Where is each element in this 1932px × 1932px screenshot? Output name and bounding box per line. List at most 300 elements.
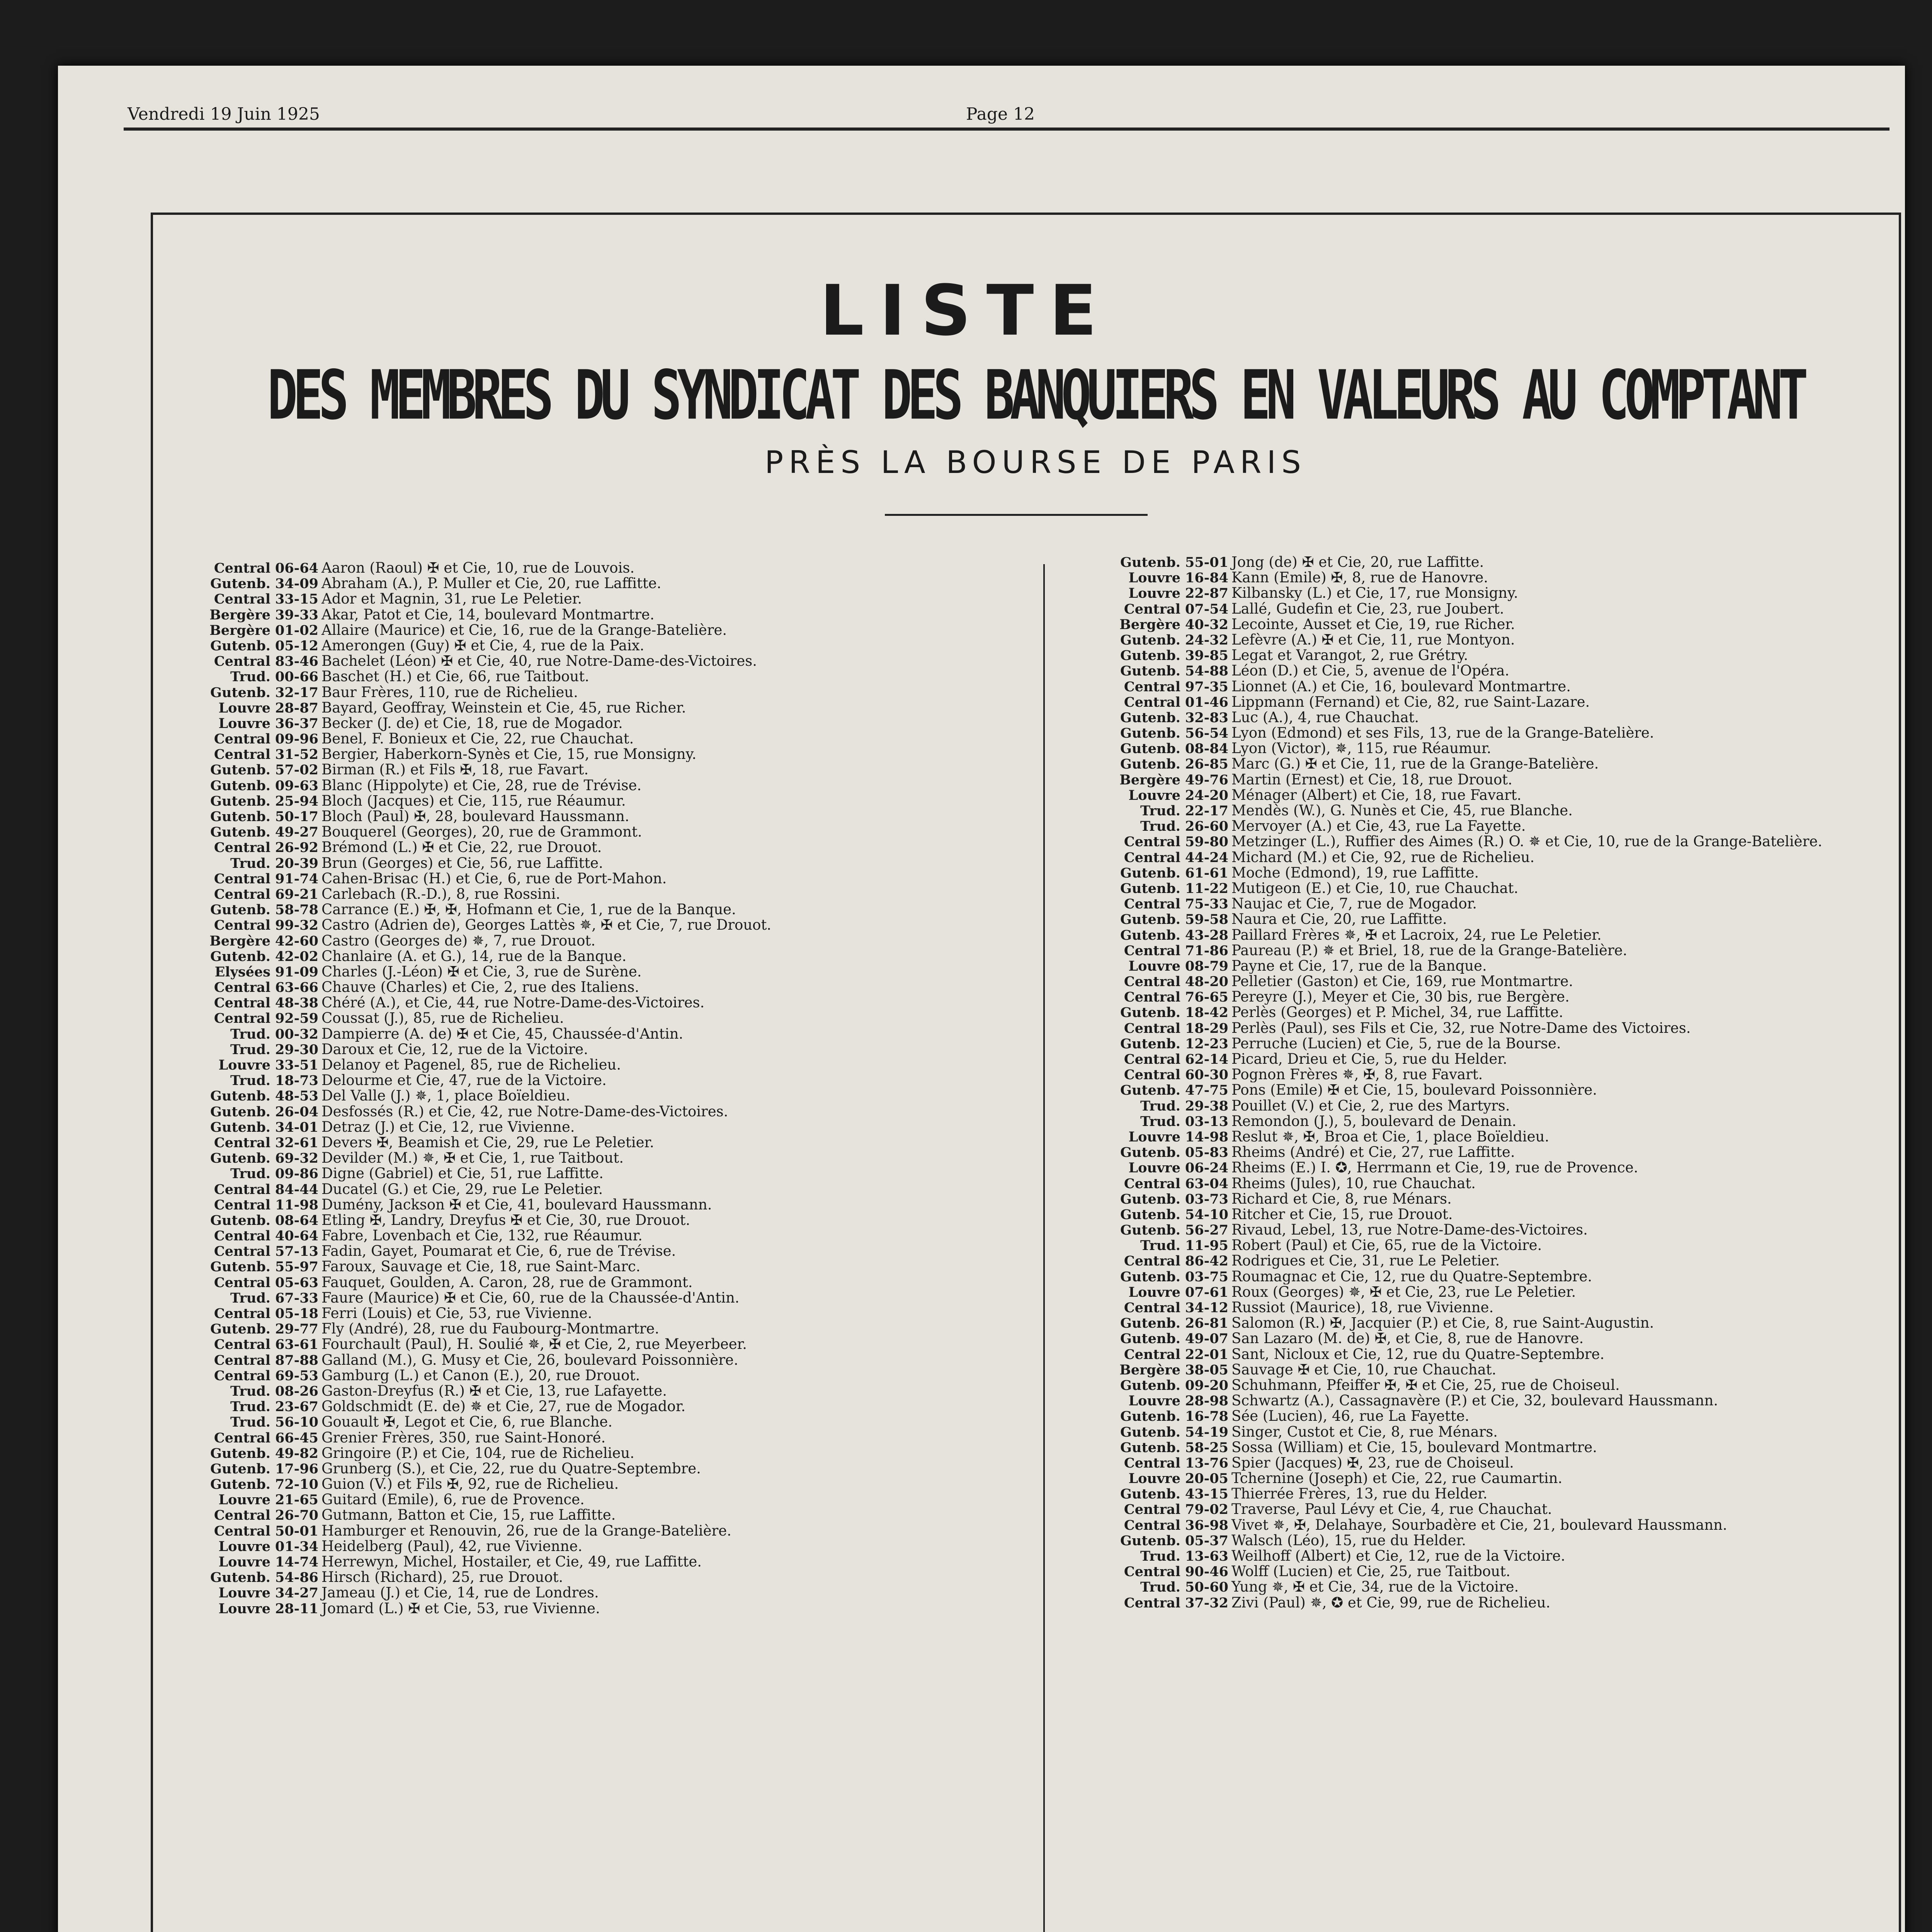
member-row: [195, 1430, 1026, 1446]
phone-number: 55-97: [275, 1259, 318, 1275]
exchange: Trud.: [1140, 1548, 1180, 1564]
exchange: Gutenb.: [210, 902, 270, 918]
member-row: [1105, 741, 1897, 756]
member-name: Sauvage ✠ et Cie, 10, rue Chauchat.: [1231, 1362, 1497, 1378]
exchange: Central: [214, 1367, 270, 1383]
phone-number: 06-24: [1185, 1160, 1228, 1176]
member-row: [1105, 632, 1897, 648]
member-row: [195, 917, 1026, 933]
member-row: [1105, 1595, 1897, 1611]
exchange: Louvre: [218, 1585, 270, 1601]
exchange: Gutenb.: [1120, 1145, 1180, 1160]
phone-number: 08-64: [275, 1212, 318, 1228]
member-name: Kann (Emile) ✠, 8, rue de Hanovre.: [1231, 570, 1488, 586]
phone-number: 32-61: [275, 1134, 318, 1151]
member-row: [1105, 1098, 1897, 1114]
member-name: Marc (G.) ✠ et Cie, 11, rue de la Grange-Batelière.: [1231, 756, 1599, 772]
exchange: Gutenb.: [1120, 741, 1180, 757]
exchange: Central: [214, 1197, 270, 1213]
member-name: Guion (V.) et Fils ✠, 92, rue de Richelieu.: [321, 1476, 619, 1492]
phone-number: 16-84: [1185, 570, 1228, 586]
exchange: Gutenb.: [210, 1476, 270, 1492]
phone-number: 62-14: [1185, 1051, 1228, 1067]
exchange: Gutenb.: [210, 638, 270, 654]
exchange: Gutenb.: [1120, 725, 1180, 741]
exchange: Central: [1124, 601, 1180, 617]
member-name: Bachelet (Léon) ✠ et Cie, 40, rue Notre-Dame-des-Victoires.: [321, 653, 757, 669]
phone-number: 08-79: [1185, 958, 1228, 974]
exchange: Trud.: [1140, 818, 1180, 834]
member-row: [195, 1601, 1026, 1616]
member-name: Bayard, Geoffray, Weinstein et Cie, 45, rue Richer.: [321, 700, 686, 716]
phone-number: 26-92: [275, 840, 318, 855]
exchange: Central: [214, 560, 270, 576]
member-name: Fauquet, Goulden, A. Caron, 28, rue de Grammont.: [321, 1274, 693, 1290]
exchange: Trud.: [1140, 803, 1180, 819]
member-name: Ménager (Albert) et Cie, 18, rue Favart.: [1231, 787, 1522, 803]
phone-number: 06-64: [275, 560, 318, 576]
member-name: Tchernine (Joseph) et Cie, 22, rue Caumartin.: [1231, 1471, 1563, 1486]
member-name: Sossa (William) et Cie, 15, boulevard Montmartre.: [1231, 1439, 1597, 1455]
phone-number: 69-32: [275, 1150, 318, 1166]
phone-number: 54-10: [1185, 1206, 1228, 1223]
exchange: Trud.: [230, 1026, 270, 1042]
phone-number: 49-27: [275, 824, 318, 840]
member-name: Ducatel (G.) et Cie, 29, rue Le Peletier.: [321, 1181, 603, 1197]
member-row: [195, 949, 1026, 964]
exchange: Trud.: [1140, 1579, 1180, 1595]
phone-number: 91-74: [275, 871, 318, 886]
phone-number: 20-05: [1185, 1471, 1228, 1486]
exchange: Trud.: [230, 669, 270, 685]
member-name: Lyon (Victor), ✵, 115, rue Réaumur.: [1231, 741, 1492, 757]
exchange: Louvre: [1128, 1393, 1180, 1409]
member-name: Gouault ✠, Legot et Cie, 6, rue Blanche.: [321, 1414, 613, 1430]
exchange: Gutenb.: [210, 1445, 270, 1461]
member-name: Daroux et Cie, 12, rue de la Victoire.: [321, 1041, 588, 1057]
column-divider: [1043, 564, 1045, 1932]
member-name: Carlebach (R.-D.), 8, rue Rossini.: [321, 886, 561, 902]
exchange: Central: [1124, 834, 1180, 850]
member-row: [1105, 1408, 1897, 1424]
exchange: Trud.: [1140, 1238, 1180, 1253]
exchange: Trud.: [230, 855, 270, 871]
exchange: Trud.: [1140, 1098, 1180, 1114]
phone-number: 37-32: [1185, 1595, 1228, 1611]
phone-number: 33-15: [275, 591, 318, 607]
phone-number: 38-05: [1185, 1362, 1228, 1378]
member-name: Kilbansky (L.) et Cie, 17, rue Monsigny.: [1231, 585, 1518, 601]
member-row: [195, 1259, 1026, 1274]
member-name: Naujac et Cie, 7, rue de Mogador.: [1231, 896, 1477, 912]
member-row: [1105, 850, 1897, 865]
member-name: Amerongen (Guy) ✠ et Cie, 4, rue de la Paix.: [321, 638, 645, 654]
member-row: [195, 747, 1026, 762]
exchange: Gutenb.: [210, 1119, 270, 1135]
member-row: [1105, 1020, 1897, 1036]
member-row: [1105, 1082, 1897, 1098]
exchange: Louvre: [1128, 787, 1180, 803]
member-name: Mendès (W.), G. Nunès et Cie, 45, rue Blanche.: [1231, 803, 1573, 819]
phone-number: 50-17: [275, 809, 318, 825]
member-name: Russiot (Maurice), 18, rue Vivienne.: [1231, 1300, 1494, 1316]
exchange: Gutenb.: [1120, 1439, 1180, 1455]
member-name: Pons (Emile) ✠ et Cie, 15, boulevard Poissonnière.: [1231, 1082, 1597, 1098]
member-row: [1105, 772, 1897, 787]
member-name: Salomon (R.) ✠, Jacquier (P.) et Cie, 8, rue Saint-Augustin.: [1231, 1315, 1654, 1331]
member-row: [195, 933, 1026, 949]
member-row: [1105, 1564, 1897, 1579]
phone-number: 11-98: [275, 1197, 318, 1213]
member-row: [1105, 1455, 1897, 1471]
phone-number: 56-54: [1185, 725, 1228, 741]
exchange: Bergère: [1119, 616, 1180, 632]
member-row: [195, 1150, 1026, 1166]
phone-number: 24-20: [1185, 787, 1228, 803]
bourse-subtitle: PRÈS LA BOURSE DE PARIS: [765, 444, 1306, 480]
member-row: [1105, 1300, 1897, 1315]
member-row: [1105, 1114, 1897, 1129]
member-name: Rheims (Jules), 10, rue Chauchat.: [1231, 1175, 1476, 1191]
member-name: Sant, Nicloux et Cie, 12, rue du Quatre-Septembre.: [1231, 1346, 1605, 1362]
exchange: Gutenb.: [1120, 1424, 1180, 1440]
exchange: Central: [214, 980, 270, 995]
member-name: Thierrée Frères, 13, rue du Helder.: [1231, 1486, 1488, 1502]
phone-number: 50-60: [1185, 1579, 1228, 1595]
member-row: [1105, 881, 1897, 896]
member-row: [195, 1352, 1026, 1368]
exchange: Gutenb.: [1120, 632, 1180, 648]
phone-number: 40-32: [1185, 616, 1228, 632]
member-row: [195, 1197, 1026, 1213]
phone-number: 56-27: [1185, 1222, 1228, 1238]
phone-number: 34-01: [275, 1119, 318, 1135]
phone-number: 54-19: [1185, 1424, 1228, 1440]
phone-number: 16-78: [1185, 1408, 1228, 1424]
member-name: Castro (Georges de) ✵, 7, rue Drouot.: [321, 933, 596, 949]
exchange: Louvre: [1128, 958, 1180, 974]
exchange: Central: [214, 1010, 270, 1026]
member-row: [195, 1492, 1026, 1507]
phone-number: 54-86: [275, 1570, 318, 1585]
member-row: [195, 871, 1026, 886]
exchange: Gutenb.: [1120, 648, 1180, 663]
member-row: [195, 1476, 1026, 1492]
member-row: [1105, 1036, 1897, 1051]
member-row: [195, 560, 1026, 576]
member-name: Gamburg (L.) et Canon (E.), 20, rue Drouot.: [321, 1367, 640, 1383]
member-name: Paureau (P.) ✵ et Briel, 18, rue de la Grange-Batelière.: [1231, 942, 1628, 958]
exchange: Gutenb.: [1120, 1222, 1180, 1238]
exchange: Central: [1124, 942, 1180, 958]
phone-number: 08-26: [275, 1383, 318, 1399]
exchange: Central: [1124, 896, 1180, 912]
phone-number: 57-13: [275, 1243, 318, 1259]
member-name: Yung ✵, ✠ et Cie, 34, rue de la Victoire.: [1231, 1579, 1519, 1595]
exchange: Trud.: [230, 1041, 270, 1057]
exchange: Central: [1124, 1020, 1180, 1036]
member-name: Coussat (J.), 85, rue de Richelieu.: [321, 1010, 564, 1026]
member-name: Vivet ✵, ✠, Delahaye, Sourbadère et Cie, 21, boulevard Haussmann.: [1231, 1517, 1727, 1533]
member-name: Herrewyn, Michel, Hostailer, et Cie, 49, rue Laffitte.: [321, 1554, 702, 1570]
exchange: Trud.: [230, 1073, 270, 1088]
member-row: [195, 1275, 1026, 1290]
exchange: Gutenb.: [210, 824, 270, 840]
member-row: [195, 809, 1026, 824]
exchange: Gutenb.: [1120, 1082, 1180, 1098]
member-name: Carrance (E.) ✠, ✠, Hofmann et Cie, 1, rue de la Banque.: [321, 902, 736, 918]
member-name: Traverse, Paul Lévy et Cie, 4, rue Chauchat.: [1231, 1502, 1552, 1517]
exchange: Gutenb.: [210, 777, 270, 793]
member-row: [1105, 1160, 1897, 1175]
member-name: Roux (Georges) ✵, ✠ et Cie, 23, rue Le Peletier.: [1231, 1284, 1576, 1300]
phone-number: 84-44: [275, 1181, 318, 1197]
member-row: [195, 1135, 1026, 1150]
member-row: [195, 607, 1026, 622]
member-name: Moche (Edmond), 19, rue Laffitte.: [1231, 865, 1479, 881]
phone-number: 63-66: [275, 980, 318, 995]
member-name: Legat et Varangot, 2, rue Grétry.: [1231, 648, 1468, 663]
member-row: [195, 653, 1026, 669]
member-row: [195, 1321, 1026, 1337]
member-row: [1105, 1129, 1897, 1145]
member-name: Perruche (Lucien) et Cie, 5, rue de la Bourse.: [1231, 1036, 1561, 1051]
phone-number: 23-67: [275, 1399, 318, 1415]
exchange: Trud.: [230, 1166, 270, 1182]
member-name: Lionnet (A.) et Cie, 16, boulevard Montmartre.: [1231, 679, 1571, 694]
phone-number: 22-17: [1185, 803, 1228, 819]
member-row: [195, 1539, 1026, 1554]
member-row: [195, 1119, 1026, 1135]
phone-number: 14-98: [1185, 1129, 1228, 1145]
member-row: [1105, 912, 1897, 927]
exchange: Louvre: [1128, 1160, 1180, 1176]
member-name: Luc (A.), 4, rue Chauchat.: [1231, 709, 1419, 726]
member-name: Paillard Frères ✵, ✠ et Lacroix, 24, rue Le Peletier.: [1231, 927, 1602, 943]
exchange: Central: [214, 871, 270, 886]
phone-number: 13-76: [1185, 1455, 1228, 1471]
exchange: Central: [214, 731, 270, 747]
member-name: Léon (D.) et Cie, 5, avenue de l'Opéra.: [1231, 663, 1510, 679]
member-name: Fly (André), 28, rue du Faubourg-Montmartre.: [321, 1321, 660, 1337]
phone-number: 29-38: [1185, 1098, 1228, 1114]
member-row: [195, 1290, 1026, 1306]
exchange: Louvre: [1128, 1129, 1180, 1145]
member-row: [1105, 1005, 1897, 1020]
phone-number: 60-30: [1185, 1067, 1228, 1083]
phone-number: 63-61: [275, 1337, 318, 1352]
member-name: Abraham (A.), P. Muller et Cie, 20, rue Laffitte.: [321, 576, 662, 592]
member-name: Pognon Frères ✵, ✠, 8, rue Favart.: [1231, 1067, 1483, 1083]
member-name: Spier (Jacques) ✠, 23, rue de Choiseul.: [1231, 1455, 1514, 1471]
member-name: Desfossés (R.) et Cie, 42, rue Notre-Dame-des-Victoires.: [321, 1104, 728, 1119]
member-row: [195, 1554, 1026, 1570]
member-name: Lyon (Edmond) et ses Fils, 13, rue de la Grange-Batelière.: [1231, 725, 1654, 741]
member-name: Metzinger (L.), Ruffier des Aimes (R.) O. ✵ et Cie, 10, rue de la Grange-Batelière.: [1231, 834, 1823, 850]
member-name: Akar, Patot et Cie, 14, boulevard Montmartre.: [321, 607, 655, 622]
member-name: Bergier, Haberkorn-Synès et Cie, 15, rue Monsigny.: [321, 747, 697, 762]
member-row: [195, 1213, 1026, 1228]
member-row: [195, 1585, 1026, 1600]
member-name: Faure (Maurice) ✠ et Cie, 60, rue de la Chaussée-d'Antin.: [321, 1290, 740, 1306]
member-name: Chauve (Charles) et Cie, 2, rue des Italiens.: [321, 980, 639, 995]
member-name: Fabre, Lovenbach et Cie, 132, rue Réaumur.: [321, 1228, 643, 1244]
member-name: Bloch (Paul) ✠, 28, boulevard Haussmann.: [321, 809, 629, 825]
member-row: [195, 1383, 1026, 1399]
member-name: Lecointe, Ausset et Cie, 19, rue Richer.: [1231, 616, 1515, 632]
exchange: Gutenb.: [1120, 1315, 1180, 1331]
member-row: [195, 1523, 1026, 1539]
member-name: Walsch (Léo), 15, rue du Helder.: [1231, 1532, 1466, 1548]
exchange: Central: [214, 1337, 270, 1352]
member-row: [195, 886, 1026, 902]
phone-number: 69-21: [275, 886, 318, 902]
member-row: [195, 762, 1026, 777]
phone-number: 48-53: [275, 1088, 318, 1104]
member-name: Gutmann, Batton et Cie, 15, rue Laffitte.: [321, 1507, 616, 1523]
phone-number: 49-76: [1185, 772, 1228, 787]
member-row: [1105, 756, 1897, 772]
exchange: Gutenb.: [210, 1104, 270, 1119]
member-name: Lallé, Gudefin et Cie, 23, rue Joubert.: [1231, 601, 1504, 617]
member-row: [195, 1337, 1026, 1352]
member-row: [1105, 617, 1897, 632]
member-row: [195, 855, 1026, 871]
phone-number: 11-22: [1185, 880, 1228, 896]
phone-number: 99-32: [275, 917, 318, 933]
member-name: Baur Frères, 110, rue de Richelieu.: [321, 684, 578, 700]
member-row: [1105, 1315, 1897, 1331]
member-row: [1105, 1533, 1897, 1548]
member-row: [195, 1026, 1026, 1042]
exchange: Gutenb.: [1120, 1191, 1180, 1207]
member-row: [1105, 585, 1897, 601]
exchange: Gutenb.: [1120, 912, 1180, 927]
member-row: [195, 793, 1026, 809]
exchange: Gutenb.: [210, 1461, 270, 1477]
phone-number: 29-30: [275, 1041, 318, 1057]
phone-number: 03-73: [1185, 1191, 1228, 1207]
member-row: [1105, 1253, 1897, 1269]
exchange: Louvre: [218, 700, 270, 716]
phone-number: 24-32: [1185, 632, 1228, 648]
member-name: Bouquerel (Georges), 20, rue de Grammont.: [321, 824, 642, 840]
member-row: [195, 824, 1026, 840]
member-row: [1105, 1238, 1897, 1253]
member-name: Hirsch (Richard), 25, rue Drouot.: [321, 1570, 563, 1585]
member-row: [1105, 1269, 1897, 1284]
exchange: Trud.: [1140, 1113, 1180, 1129]
phone-number: 28-87: [275, 700, 318, 716]
exchange: Louvre: [1128, 1471, 1180, 1486]
member-row: [1105, 943, 1897, 958]
phone-number: 09-20: [1185, 1377, 1228, 1393]
exchange: Gutenb.: [1120, 1486, 1180, 1502]
member-name: Roumagnac et Cie, 12, rue du Quatre-Septembre.: [1231, 1269, 1592, 1284]
phone-number: 48-20: [1185, 974, 1228, 990]
member-name: Cahen-Brisac (H.) et Cie, 6, rue de Port-Mahon.: [321, 871, 667, 886]
member-row: [195, 1228, 1026, 1243]
exchange: Central: [1124, 849, 1180, 865]
member-row: [195, 995, 1026, 1010]
phone-number: 61-61: [1185, 865, 1228, 881]
member-row: [195, 669, 1026, 684]
member-row: [1105, 1362, 1897, 1378]
exchange: Central: [214, 1430, 270, 1446]
member-name: Digne (Gabriel) et Cie, 51, rue Laffitte.: [321, 1166, 604, 1182]
member-name: Etling ✠, Landry, Dreyfus ✠ et Cie, 30, rue Drouot.: [321, 1212, 690, 1228]
exchange: Central: [214, 1228, 270, 1244]
member-row: [195, 1399, 1026, 1414]
phone-number: 36-98: [1185, 1517, 1228, 1533]
member-name: Gaston-Dreyfus (R.) ✠ et Cie, 13, rue Lafayette.: [321, 1383, 667, 1399]
exchange: Central: [1124, 1517, 1180, 1533]
phone-number: 43-15: [1185, 1486, 1228, 1502]
member-name: Benel, F. Bonieux et Cie, 22, rue Chauchat.: [321, 731, 634, 747]
phone-number: 05-18: [275, 1306, 318, 1321]
member-row: [195, 700, 1026, 716]
phone-number: 57-02: [275, 762, 318, 778]
member-name: Weilhoff (Albert) et Cie, 12, rue de la Victoire.: [1231, 1548, 1565, 1564]
phone-number: 22-87: [1185, 585, 1228, 601]
member-name: Jameau (J.) et Cie, 14, rue de Londres.: [321, 1585, 599, 1601]
phone-number: 54-88: [1185, 663, 1228, 679]
member-row: [195, 1042, 1026, 1057]
member-row: [1105, 663, 1897, 679]
phone-number: 26-70: [275, 1507, 318, 1523]
member-name: Fourchault (Paul), H. Soulié ✵, ✠ et Cie, 2, rue Meyerbeer.: [321, 1337, 747, 1352]
member-row: [1105, 679, 1897, 694]
phone-number: 26-04: [275, 1104, 318, 1119]
member-name: Rodrigues et Cie, 31, rue Le Peletier.: [1231, 1253, 1500, 1269]
member-row: [195, 778, 1026, 793]
phone-number: 71-86: [1185, 942, 1228, 958]
exchange: Louvre: [218, 1554, 270, 1570]
phone-number: 17-96: [275, 1461, 318, 1477]
member-row: [1105, 787, 1897, 803]
exchange: Gutenb.: [210, 684, 270, 700]
phone-number: 50-01: [275, 1523, 318, 1539]
member-name: Bloch (Jacques) et Cie, 115, rue Réaumur.: [321, 793, 626, 809]
member-row: [195, 1243, 1026, 1259]
exchange: Central: [1124, 1051, 1180, 1067]
exchange: Bergère: [209, 622, 270, 638]
phone-number: 05-37: [1185, 1532, 1228, 1548]
exchange: Gutenb.: [210, 576, 270, 592]
member-name: Ferri (Louis) et Cie, 53, rue Vivienne.: [321, 1306, 592, 1321]
member-row: [195, 1446, 1026, 1461]
member-row: [195, 902, 1026, 917]
member-row: [1105, 1517, 1897, 1533]
exchange: Central: [214, 1507, 270, 1523]
member-row: [195, 840, 1026, 855]
exchange: Louvre: [1128, 570, 1180, 586]
member-name: Faroux, Sauvage et Cie, 18, rue Saint-Marc.: [321, 1259, 641, 1275]
member-name: Birman (R.) et Fils ✠, 18, rue Favart.: [321, 762, 589, 778]
member-row: [195, 622, 1026, 638]
phone-number: 59-58: [1185, 912, 1228, 927]
phone-number: 47-75: [1185, 1082, 1228, 1098]
member-name: Lippmann (Fernand) et Cie, 82, rue Saint-Lazare.: [1231, 694, 1590, 710]
phone-number: 00-32: [275, 1026, 318, 1042]
phone-number: 34-27: [275, 1585, 318, 1601]
exchange: Central: [214, 747, 270, 762]
member-row: [195, 685, 1026, 700]
exchange: Bergère: [1119, 772, 1180, 787]
phone-number: 66-45: [275, 1430, 318, 1446]
exchange: Trud.: [230, 1290, 270, 1306]
exchange: Gutenb.: [1120, 756, 1180, 772]
